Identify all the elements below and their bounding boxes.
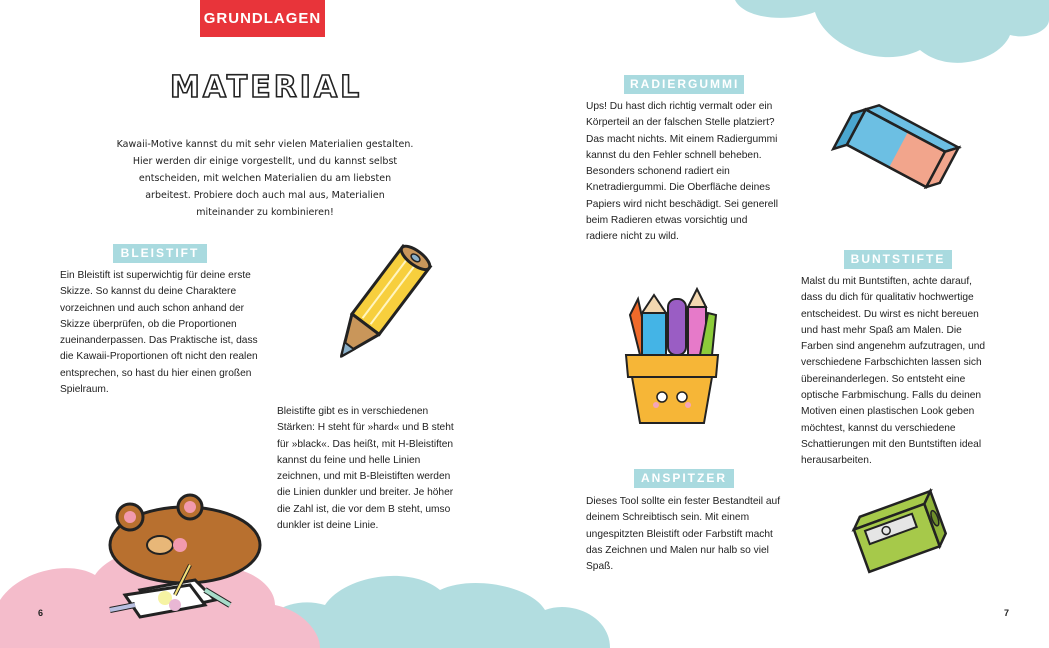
- label-bleistift: BLEISTIFT: [113, 244, 207, 263]
- sharpener-icon: [848, 488, 958, 578]
- text-anspitzer: Dieses Tool sollte ein fester Bestandteil auf deinem Schreibtisch sein. Mit einem ungespitzten Bleistift oder Farbstift macht das Zeichnen und Malen nur halb so viel Spaß.: [586, 496, 781, 573]
- intro-text: Kawaii-Motive kannst du mit sehr vielen Materialien gestalten. Hier werden dir einige vorgestellt, und du kannst selbst entscheiden, mit welchen Materialien du am liebsten arbeitest. Probiere doch auch mal aus, Materialien miteinander zu kombinieren!: [116, 139, 414, 218]
- page-number-right: 7: [1004, 608, 1010, 618]
- pencil-icon: [315, 245, 445, 375]
- eraser-icon: [838, 110, 968, 210]
- page-number-left: 6: [38, 608, 44, 618]
- pencil-cup-icon: [618, 285, 728, 425]
- bear-drawing-illustration: [95, 495, 265, 625]
- page-title: MATERIAL: [170, 70, 363, 105]
- text-bleistift-staerken: Bleistifte gibt es in verschiedenen Stärken: H steht für »hard« und B steht für »black«. Das heißt, mit H-Bleistiften kannst du feine und helle Linien zeichnen, und mit B-Bleistiften werden die Linien dunkler und breiter. Je höher die Zahl ist, die vor dem B steht, umso dunkler ist deine Linie.: [277, 406, 454, 532]
- label-radiergummi: RADIERGUMMI: [624, 75, 744, 94]
- label-anspitzer: ANSPITZER: [634, 469, 734, 488]
- text-bleistift: Ein Bleistift ist superwichtig für deine erste Skizze. So kannst du deine Charaktere vorzeichnen und auch schon anhand der Skizze überprüfen, ob die Proportionen zueinanderpassen. Das Praktische ist, dass die Kawaii-Proportionen oft nicht den realen entsprechen, so hast du hier einen großen Spielraum.: [60, 270, 258, 396]
- label-buntstifte: BUNTSTIFTE: [844, 250, 952, 269]
- text-radiergummi: Ups! Du hast dich richtig vermalt oder ein Körperteil an der falschen Stelle platziert? Das macht nichts. Mit einem Radiergummi kannst du den Fehler schnell beheben. Besonders schonend radiert ein Knetradiergummi. Die Oberfläche deines Papiers wird nicht beschädigt. Sei generell beim Radieren etwas vorsichtig und radiere nicht zu wild.: [586, 101, 778, 243]
- section-tag: GRUNDLAGEN: [200, 0, 325, 37]
- text-buntstifte: Malst du mit Buntstiften, achte darauf, dass du dich für qualitativ hochwertige entscheidest. Du wirst es nicht bereuen und hast mehr Spaß am Malen. Die Farben sind angenehm aufzutragen, und verschiedene Farbschichten lassen sich übereinanderlegen. So entsteht eine optische Farbmischung. Falls du deinen Motiven einen plastischen Look geben möchtest, kannst du verschiedene Schattierungen mit den Buntstiften ideal herausarbeiten.: [801, 276, 986, 467]
